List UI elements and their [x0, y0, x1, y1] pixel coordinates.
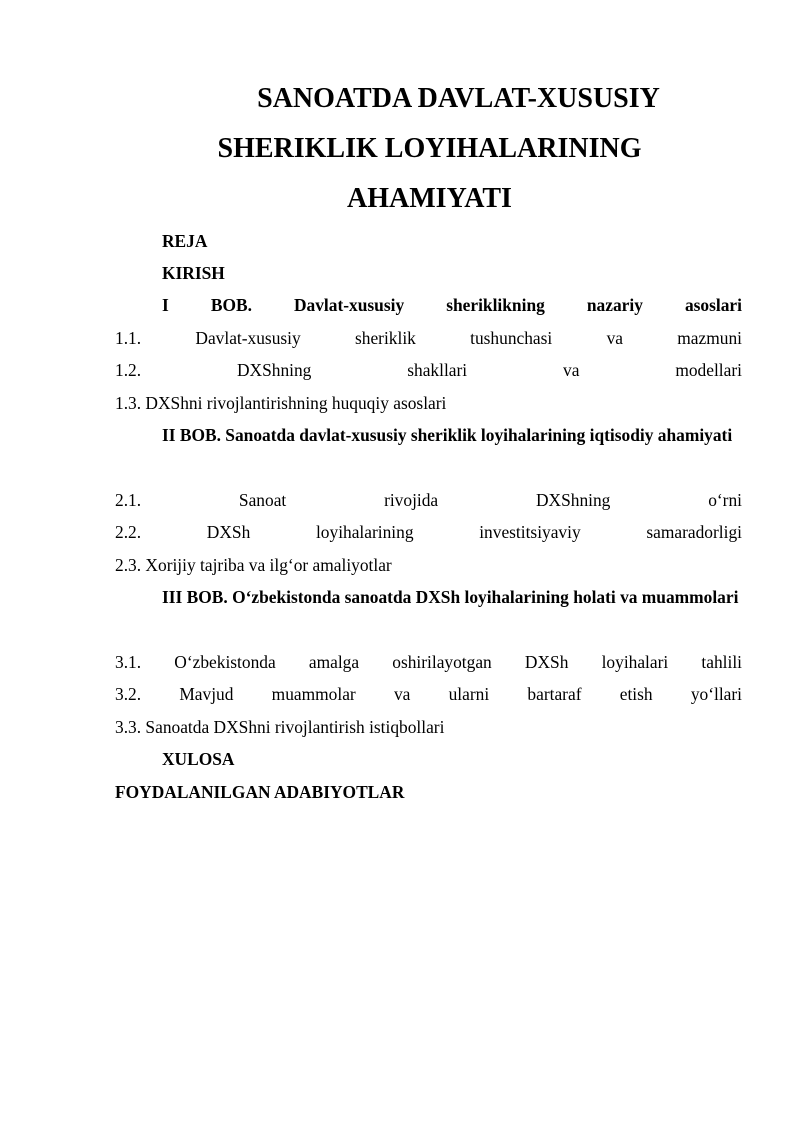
references-heading: FOYDALANILGAN ADABIYOTLAR [115, 782, 405, 802]
plan-heading: REJA [162, 231, 208, 251]
word: BOB. [210, 295, 252, 315]
word: 1.1. [115, 328, 142, 348]
word: investitsiyaviy [479, 522, 581, 542]
section-1-3: 1.3. DXShni rivojlantirishning huquqiy asoslari [115, 393, 447, 413]
word: modellari [675, 360, 742, 380]
word: shakllari [407, 360, 468, 380]
section-2-1 [115, 484, 742, 517]
word: tushunchasi [470, 328, 553, 348]
word: 2.2. [115, 522, 142, 542]
word: loyihalarining [315, 522, 414, 542]
word: va [563, 360, 580, 380]
word: etish [619, 684, 653, 704]
section-2-3: 2.3. Xorijiy tajriba va ilg‘or amaliyotlar [115, 555, 392, 575]
word: Sanoat [238, 490, 287, 510]
section-3-1 [115, 646, 742, 679]
chapter-1-heading [115, 289, 742, 322]
conclusion-heading: XULOSA [162, 749, 235, 769]
word: I [162, 295, 169, 315]
word: DXSh [206, 522, 251, 542]
word: va [606, 328, 623, 348]
word: oshirilayotgan [392, 652, 492, 672]
word: samaradorligi [646, 522, 742, 542]
word: muammolar [271, 684, 356, 704]
introduction-heading: KIRISH [162, 263, 225, 283]
word: mazmuni [677, 328, 742, 348]
word: va [393, 684, 411, 704]
word: bartaraf [527, 684, 582, 704]
word: sheriklikning [446, 295, 545, 315]
word: 1.2. [115, 360, 142, 380]
section-1-2 [115, 354, 742, 387]
word: O‘zbekistonda [174, 652, 276, 672]
chapter-3-heading: III BOB. O‘zbekistonda sanoatda DXSh loyihalarining holati va muammolari [162, 587, 739, 607]
word: Davlat-xususiy [293, 295, 405, 315]
word: ularni [448, 684, 490, 704]
word: DXSh [524, 652, 569, 672]
section-3-2 [115, 678, 742, 711]
word: tahlili [701, 652, 742, 672]
word: 3.1. [115, 652, 142, 672]
word: amalga [308, 652, 360, 672]
word: 2.1. [115, 490, 142, 510]
word: rivojida [384, 490, 439, 510]
chapter-2-heading: II BOB. Sanoatda davlat-xususiy sheriklik loyihalarining iqtisodiy ahamiyati [162, 425, 733, 445]
title-line-1: SANOATDA DAVLAT-XUSUSIY [257, 83, 660, 114]
word: 3.2. [115, 684, 142, 704]
title-line-3: AHAMIYATI [347, 183, 512, 214]
section-1-1 [115, 322, 742, 355]
word: DXShning [236, 360, 312, 380]
word: loyihalari [601, 652, 669, 672]
document-title [115, 74, 742, 224]
word: yo‘llari [690, 684, 742, 704]
word: sheriklik [354, 328, 416, 348]
section-3-3: 3.3. Sanoatda DXShni rivojlantirish istiqbollari [115, 717, 445, 737]
word: asoslari [684, 295, 742, 315]
word: Mavjud [179, 684, 234, 704]
word: Davlat-xususiy [195, 328, 301, 348]
word: DXShning [535, 490, 611, 510]
word: nazariy [586, 295, 643, 315]
title-line-2: SHERIKLIK LOYIHALARINING [217, 133, 642, 164]
word: o‘rni [708, 490, 742, 510]
section-2-2 [115, 516, 742, 549]
